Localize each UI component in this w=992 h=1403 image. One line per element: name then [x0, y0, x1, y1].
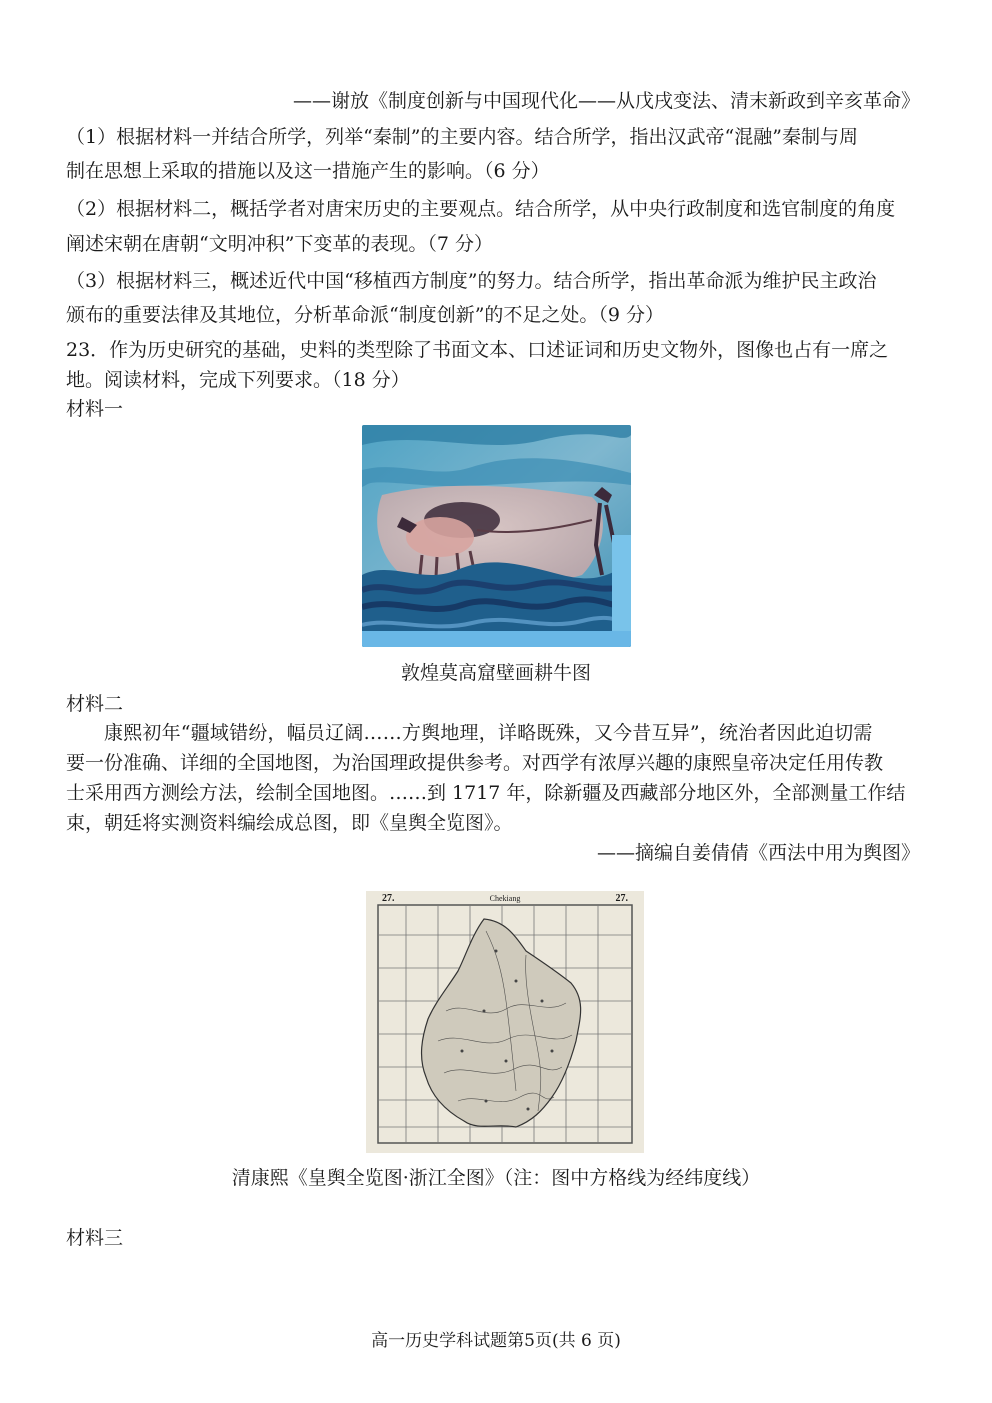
map-number-right: 27.: [615, 893, 628, 904]
zhejiang-map-image: [366, 891, 644, 1153]
dunhuang-mural-image: [362, 425, 631, 647]
source-citation-2: ——摘编自姜倩倩《西法中用为舆图》: [596, 842, 920, 864]
material-2-paragraph-line-1: 康熙初年“疆域错纷，幅员辽阔……方舆地理，详略既殊，又今昔互异”，统治者因此迫切需: [104, 722, 873, 744]
material-2-paragraph-line-3: 士采用西方测绘方法，绘制全国地图。……到 1717 年，除新疆及西藏部分地区外，全部测量工作结: [66, 782, 906, 804]
page-footer: 高一历史学科试题第5页(共 6 页): [371, 1331, 621, 1351]
question-3-line-2: 颁布的重要法律及其地位，分析革命派“制度创新”的不足之处。（9 分）: [66, 304, 665, 326]
material-1-caption: 敦煌莫高窟壁画耕牛图: [400, 662, 591, 684]
question-23-line-2: 地。阅读材料，完成下列要求。（18 分）: [66, 369, 410, 391]
question-23-line-1: 23．作为历史研究的基础，史料的类型除了书面文本、口述证词和历史文物外，图像也占有一席之: [66, 339, 889, 361]
material-2-paragraph-line-4: 束，朝廷将实测资料编绘成总图，即《皇舆全览图》。: [66, 812, 513, 834]
question-2-line-1: （2）根据材料二，概括学者对唐宋历史的主要观点。结合所学，从中央行政制度和选官制度的角度: [66, 198, 896, 220]
question-2-line-2: 阐述宋朝在唐朝“文明冲积”下变革的表现。（7 分）: [66, 233, 494, 255]
map-number-left: 27.: [382, 893, 395, 904]
question-1-line-2: 制在思想上采取的措施以及这一措施产生的影响。（6 分）: [66, 160, 550, 182]
question-3-line-1: （3）根据材料三，概述近代中国“移植西方制度”的努力。结合所学，指出革命派为维护民主政治: [66, 270, 877, 292]
material-2-label: 材料二: [66, 693, 124, 715]
material-1-label: 材料一: [66, 398, 124, 420]
source-citation-1: ——谢放《制度创新与中国现代化——从戊戌变法、清末新政到辛亥革命》: [292, 90, 920, 112]
question-1-line-1: （1）根据材料一并结合所学，列举“秦制”的主要内容。结合所学，指出汉武帝“混融”秦制与周: [66, 126, 858, 148]
map-title: Chekiang: [489, 894, 521, 903]
material-2-paragraph-line-2: 要一份准确、详细的全国地图，为治国理政提供参考。对西学有浓厚兴趣的康熙皇帝决定任用传教: [66, 752, 884, 774]
material-3-label: 材料三: [66, 1227, 124, 1249]
material-2-map-caption: 清康熙《皇舆全览图·浙江全图》（注：图中方格线为经纬度线）: [231, 1167, 761, 1189]
